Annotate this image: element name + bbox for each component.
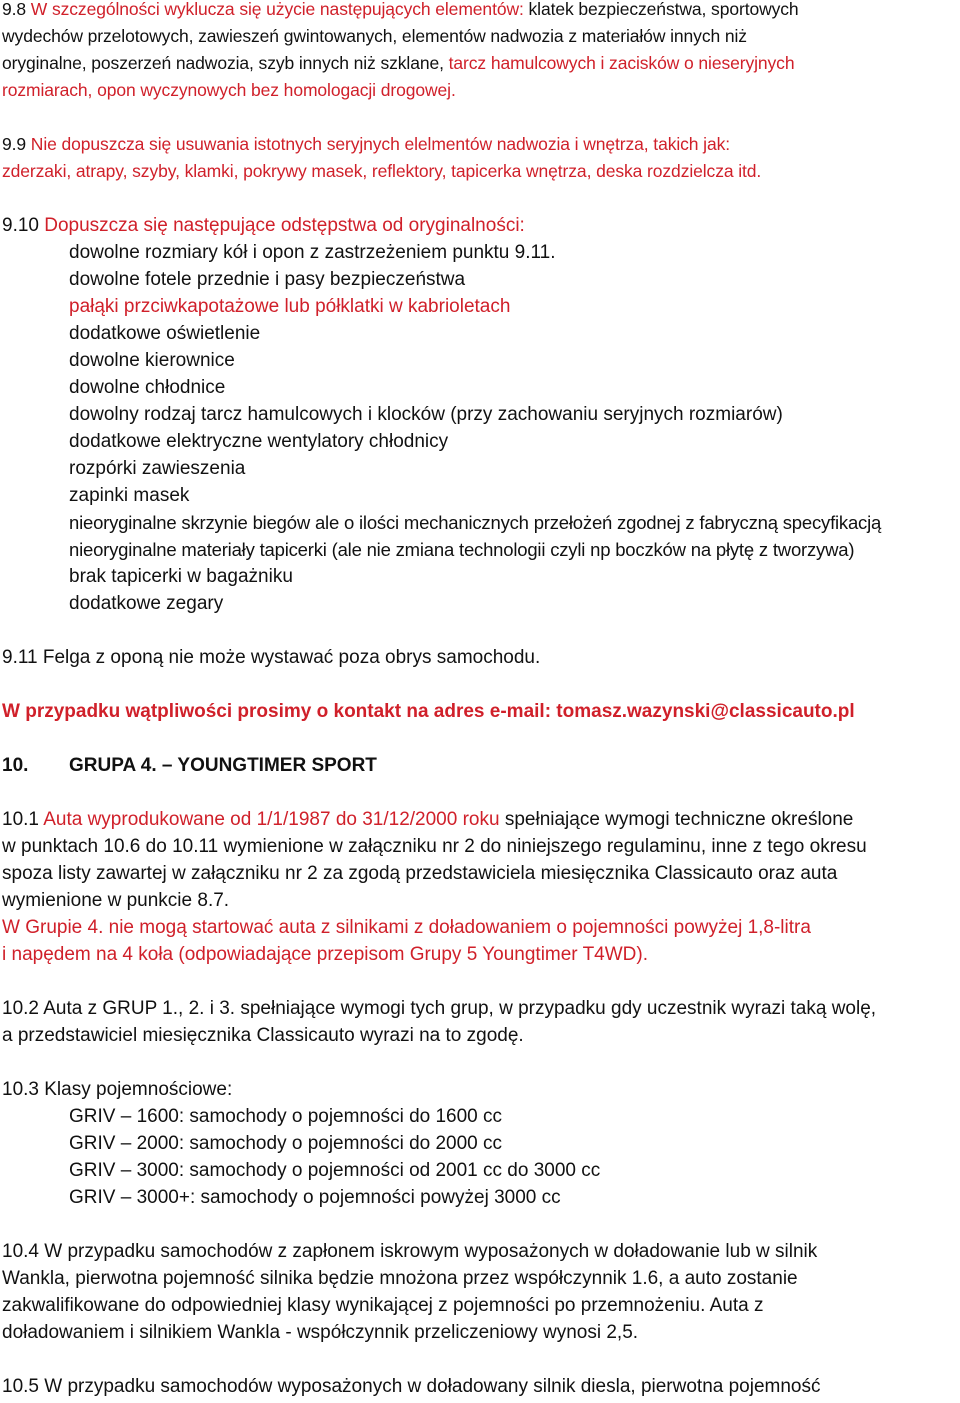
group4-number: 10. <box>2 755 29 776</box>
list-item: dowolne kierownice <box>69 350 235 371</box>
s101-line-1: 10.1 Auta wyprodukowane od 1/1/1987 do 31/12/2000 roku spełniające wymogi techniczne określone <box>2 809 854 830</box>
s101-line-6: i napędem na 4 koła (odpowiadające przepisom Grupy 5 Youngtimer T4WD). <box>2 944 648 965</box>
s911-line: 9.11 Felga z oponą nie może wystawać poza obrys samochodu. <box>2 647 541 668</box>
list-item: rozpórki zawieszenia <box>69 458 246 479</box>
list-item: dodatkowe elektryczne wentylatory chłodnicy <box>69 431 449 452</box>
s104-line-1: 10.4 W przypadku samochodów z zapłonem iskrowym wyposażonych w doładowanie lub w silnik <box>2 1241 818 1262</box>
s98-line-3: oryginalne, poszerzeń nadwozia, szyb innych niż szklane, tarcz hamulcowych i zacisków o nieseryjnych <box>2 53 795 73</box>
list-item: brak tapicerki w bagażniku <box>69 566 293 587</box>
list-item: nieoryginalne materiały tapicerki (ale nie zmiana technologii czyli np boczków na płytę z tworzywa) <box>69 539 855 560</box>
list-item: GRIV – 1600: samochody o pojemności do 1600 cc <box>69 1106 503 1127</box>
s99-line-1: 9.9 Nie dopuszcza się usuwania istotnych seryjnych elelmentów nadwozia i wnętrza, takich jak: <box>2 134 731 154</box>
s103-intro: 10.3 Klasy pojemnościowe: <box>2 1079 233 1100</box>
s104-line-4: doładowaniem i silnikiem Wankla - współczynnik przeliczeniowy wynosi 2,5. <box>2 1322 639 1343</box>
s101-line-5: W Grupie 4. nie mogą startować auta z silnikami z doładowaniem o pojemności powyżej 1,8-litra <box>2 917 811 938</box>
list-item: GRIV – 3000+: samochody o pojemności powyżej 3000 cc <box>69 1187 561 1208</box>
s102-line-1: 10.2 Auta z GRUP 1., 2. i 3. spełniające wymogi tych grup, w przypadku gdy uczestnik wyrazi taką wolę, <box>2 998 877 1019</box>
s104-line-2: Wankla, pierwotna pojemność silnika będzie mnożona przez współczynnik 1.6, a auto zostanie <box>2 1268 798 1289</box>
list-item: nieoryginalne skrzynie biegów ale o ilości mechanicznych przełożeń zgodnej z fabryczną specyfikacją <box>69 512 882 533</box>
s98-line-4: rozmiarach, opon wyczynowych bez homologacji drogowej. <box>2 80 456 100</box>
list-item: pałąki przciwkapotażowe lub półklatki w kabrioletach <box>69 296 511 317</box>
s99-line-2: zderzaki, atrapy, szyby, klamki, pokrywy masek, reflektory, tapicerka wnętrza, deska rozdzielcza itd. <box>2 161 762 181</box>
list-item: dodatkowe zegary <box>69 593 224 614</box>
list-item: dowolny rodzaj tarcz hamulcowych i klocków (przy zachowaniu seryjnych rozmiarów) <box>69 404 783 425</box>
list-item: GRIV – 2000: samochody o pojemności do 2000 cc <box>69 1133 503 1154</box>
s101-line-3: spoza listy zawartej w załączniku nr 2 za zgodą przedstawiciela miesięcznika Classicauto oraz auta <box>2 863 838 884</box>
s105-line-1: 10.5 W przypadku samochodów wyposażonych w doładowany silnik diesla, pierwotna pojemność <box>2 1376 821 1397</box>
s104-line-3: zakwalifikowane do odpowiedniej klasy wynikającej z pojemności po przemnożeniu. Auta z <box>2 1295 764 1316</box>
s101-line-2: w punktach 10.6 do 10.11 wymienione w załączniku nr 2 do niniejszego regulaminu, inne z tego okresu <box>2 836 867 857</box>
list-item: dowolne rozmiary kół i opon z zastrzeżeniem punktu 9.11. <box>69 242 556 263</box>
list-item: dowolne chłodnice <box>69 377 226 398</box>
list-item: dowolne fotele przednie i pasy bezpieczeństwa <box>69 269 466 290</box>
s101-line-4: wymienione w punkcie 8.7. <box>2 890 230 911</box>
s102-line-2: a przedstawiciel miesięcznika Classicauto wyrazi na to zgodę. <box>2 1025 524 1046</box>
list-item: zapinki masek <box>69 485 190 506</box>
group4-title: GRUPA 4. – YOUNGTIMER SPORT <box>69 755 377 776</box>
list-item: GRIV – 3000: samochody o pojemności od 2001 cc do 3000 cc <box>69 1160 601 1181</box>
s98-line-1: 9.8 W szczególności wyklucza się użycie następujących elementów: klatek bezpieczeństwa, sportowych <box>2 0 799 19</box>
contact-line: W przypadku wątpliwości prosimy o kontakt na adres e-mail: tomasz.wazynski@classicauto.pl <box>2 701 855 722</box>
s910-intro: 9.10 Dopuszcza się następujące odstępstwa od oryginalności: <box>2 215 525 236</box>
list-item: dodatkowe oświetlenie <box>69 323 261 344</box>
s98-line-2: wydechów przelotowych, zawieszeń gwintowanych, elementów nadwozia z materiałów innych niż <box>2 26 747 46</box>
